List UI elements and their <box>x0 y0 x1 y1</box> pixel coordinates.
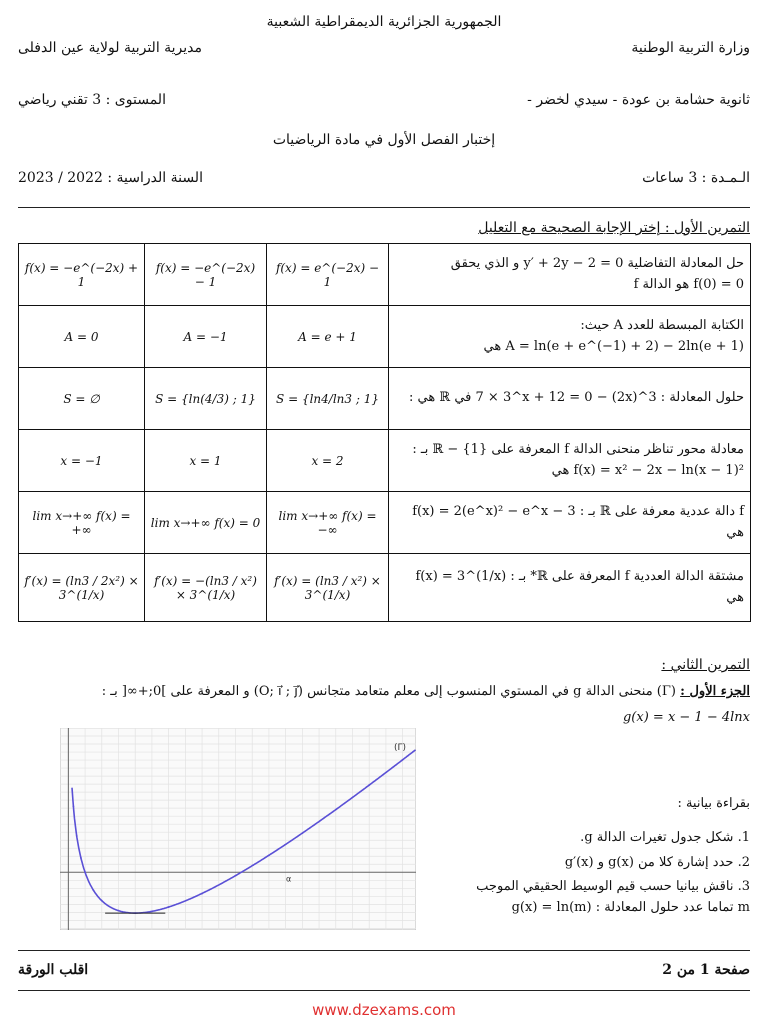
curve-point <box>335 809 337 811</box>
answer-c: f′(x) = (ln3 / 2x²) × 3^(1/x) <box>19 554 145 622</box>
curve-point <box>151 911 153 913</box>
footer-divider <box>18 950 750 951</box>
republic-title: الجمهورية الجزائرية الديمقراطية الشعبية <box>266 14 502 30</box>
curve-point <box>72 805 74 807</box>
mcq-table <box>18 243 751 622</box>
question: حل المعادلة التفاضلية y′ + 2y − 2 = 0 و الذي يحقق f(0) = 0 هو الدالة f <box>389 244 751 306</box>
footer-bottom-divider <box>18 990 750 991</box>
alpha-tick-label: α <box>285 874 292 884</box>
table-row <box>19 492 751 554</box>
page-number: صفحة 1 من 2 <box>662 962 750 978</box>
school-year: السنة الدراسية : 2022 / 2023 <box>18 170 203 186</box>
part1-label: الجزء الأول : <box>680 684 750 699</box>
answer-b: lim x→+∞ f(x) = 0 <box>145 492 267 554</box>
curve-point <box>201 893 203 895</box>
table-row <box>19 368 751 430</box>
exercise1-title: التمرين الأول : إختر الإجابة الصحيحة مع التعليل <box>478 220 750 236</box>
curve-point <box>101 900 103 902</box>
table-row <box>19 244 751 306</box>
answer-b: f′(x) = −(ln3 / x²) × 3^(1/x) <box>145 554 267 622</box>
answer-a: S = {ln4/ln3 ; 1} <box>267 368 389 430</box>
answer-a: lim x→+∞ f(x) = −∞ <box>267 492 389 554</box>
question: الكتابة المبسطة للعدد A حيث: A = ln(e + e^(−1) + 2) − 2ln(e + 1) هي <box>389 306 751 368</box>
plot-background <box>60 728 416 930</box>
table-row <box>19 430 751 492</box>
curve-label: (Γ) <box>394 743 407 753</box>
part1-text: (Γ) منحنى الدالة g في المستوي المنسوب إلى معلم متعامد متجانس (O; i⃗ ; j⃗) و المعرفة على ]0;+∞[ بـ : <box>101 684 676 699</box>
list-item: 1. شكل جدول تغيرات الدالة g. <box>580 830 750 845</box>
answer-a: f′(x) = (ln3 / x²) × 3^(1/x) <box>267 554 389 622</box>
part1-intro <box>18 684 750 699</box>
curve-point <box>80 857 82 859</box>
answer-b: S = {ln(4/3) ; 1} <box>145 368 267 430</box>
answer-a: f(x) = e^(−2x) − 1 <box>267 244 389 306</box>
ministry: وزارة التربية الوطنية <box>631 40 750 56</box>
directorate: مديرية التربية لولاية عين الدفلى <box>18 40 203 56</box>
curve-point <box>301 832 303 834</box>
duration: الـمـدة : 3 ساعات <box>642 170 750 186</box>
questions-list <box>420 826 750 916</box>
answer-b: A = −1 <box>145 306 267 368</box>
header-divider <box>18 207 750 208</box>
question: f دالة عددية معرفة على ℝ بـ : f(x) = 2(e^x)² − e^x − 3 هي <box>389 492 751 554</box>
curve-point <box>118 910 120 912</box>
question: حلول المعادلة : 3^(2x) − 7 × 3^x + 12 = 0 في ℝ هي : <box>389 368 751 430</box>
table-row <box>19 554 751 622</box>
curve-point <box>402 759 404 761</box>
turn-page-note: اقلب الورقة <box>18 962 89 978</box>
curve-point <box>168 906 170 908</box>
school-name: ثانوية حشامة بن عودة - سيدي لخضر - <box>527 92 750 108</box>
g-graph <box>60 728 416 930</box>
exercise2-title: التمرين الثاني : <box>661 657 750 673</box>
exam-title: إختبار الفصل الأول في مادة الرياضيات <box>272 132 496 148</box>
list-item: 3. ناقش بيانيا حسب قيم الوسيط الحقيقي الموجب <box>476 879 750 895</box>
answer-c: S = ∅ <box>19 368 145 430</box>
curve-point <box>368 784 370 786</box>
curve-point <box>84 871 86 873</box>
curve-point <box>93 889 95 891</box>
level: المستوى : 3 تقني رياضي <box>18 92 166 108</box>
curve-point <box>235 875 237 877</box>
curve-point <box>76 835 78 837</box>
answer-c: A = 0 <box>19 306 145 368</box>
answer-c: f(x) = −e^(−2x) + 1 <box>19 244 145 306</box>
table-row <box>19 306 751 368</box>
list-item: m تماما عدد حلول المعادلة : g(x) = ln(m) <box>511 900 750 916</box>
answer-b: f(x) = −e^(−2x) − 1 <box>145 244 267 306</box>
list-item: 2. حدد إشارة كلا من g(x) و g′(x) <box>564 854 750 870</box>
g-definition: g(x) = x − 1 − 4lnx <box>622 710 750 725</box>
question: معادلة محور تناظر منحنى الدالة f المعرفة على ℝ − {1} بـ : f(x) = x² − 2x − ln(x − 1)² هي <box>389 430 751 492</box>
question: مشتقة الدالة العددية f المعرفة على ℝ* بـ : f(x) = 3^(1/x) هي <box>389 554 751 622</box>
graph-reading-label: بقراءة بيانية : <box>677 796 750 811</box>
answer-b: x = 1 <box>145 430 267 492</box>
watermark[interactable]: www.dzexams.com <box>312 1001 456 1019</box>
answer-c: lim x→+∞ f(x) = +∞ <box>19 492 145 554</box>
answer-a: x = 2 <box>267 430 389 492</box>
answer-a: A = e + 1 <box>267 306 389 368</box>
answer-c: x = −1 <box>19 430 145 492</box>
curve-point <box>268 854 270 856</box>
